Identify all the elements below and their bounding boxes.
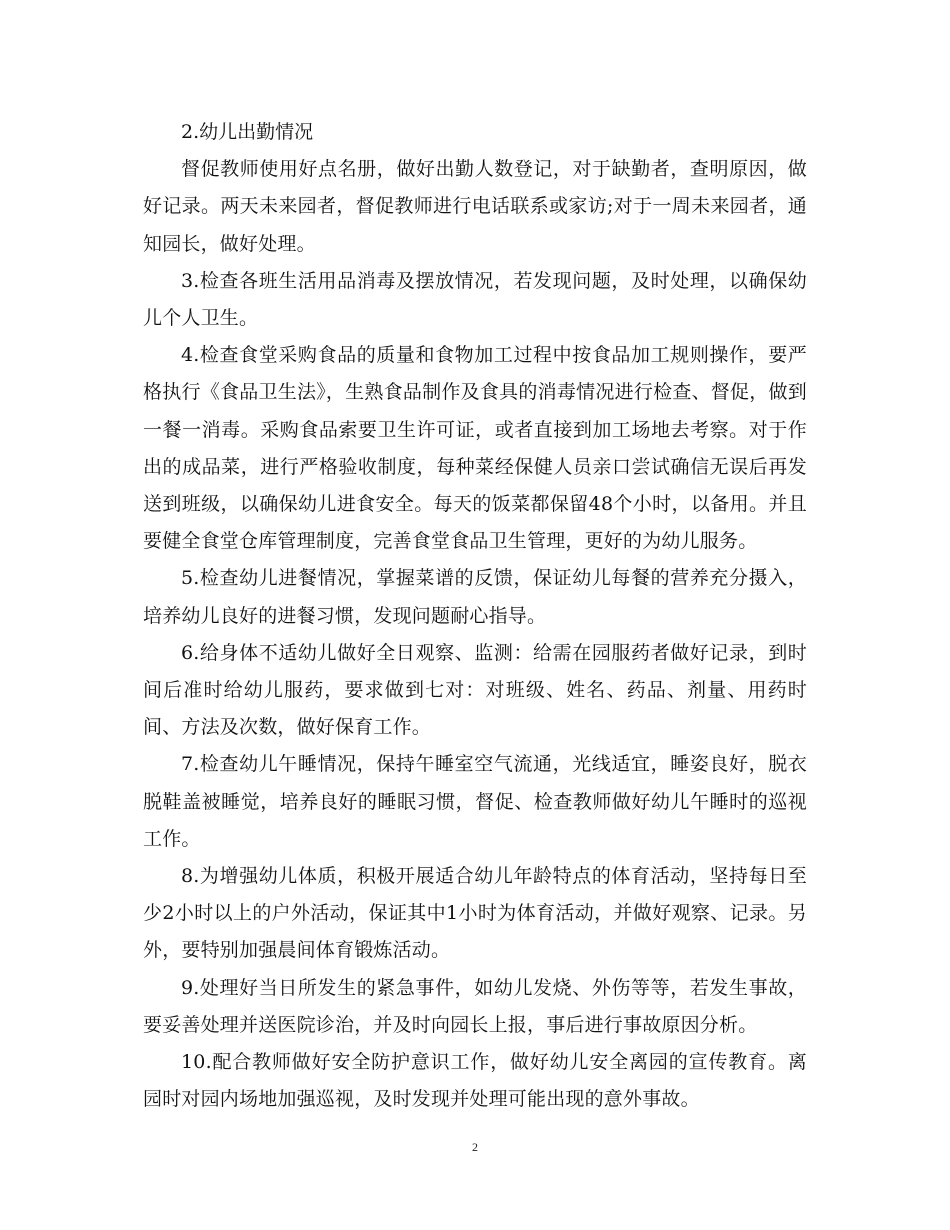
- paragraph-item-5: 5.检查幼儿进餐情况，掌握菜谱的反馈，保证幼儿每餐的营养充分摄入，培养幼儿良好的进餐习惯，发现问题耐心指导。: [143, 567, 807, 627]
- paragraph-item-8: 8.为增强幼儿体质，积极开展适合幼儿年龄特点的体育活动，坚持每日至少2小时以上的户外活动，保证其中1小时为体育活动，并做好观察、记录。另外，要特别加强晨间体育锻炼活动。: [143, 865, 807, 962]
- page-number: 2: [472, 1140, 478, 1154]
- paragraph-item-4: 4.检查食堂采购食品的质量和食物加工过程中按食品加工规则操作，要严格执行《食品卫生法》，生熟食品制作及食具的消毒情况进行检查、督促，做到一餐一消毒。采购食品索要卫生许可证，或者直接到加工场地去考察。对于作出的成品菜，进行严格验收制度，每种菜经保健人员亲口尝试确信无误后再发送到班级，以确保幼儿进食安全。每天的饭菜都保留48个小时，以备用。并且要健全食堂仓库管理制度，完善食堂食品卫生管理，更好的为幼儿服务。: [143, 344, 807, 553]
- paragraph-item-3: 3.检查各班生活用品消毒及摆放情况，若发现问题，及时处理，以确保幼儿个人卫生。: [143, 269, 807, 330]
- paragraph-item-7: 7.检查幼儿午睡情况，保持午睡室空气流通，光线适宜，睡姿良好，脱衣脱鞋盖被睡觉，培养良好的睡眠习惯，督促、检查教师做好幼儿午睡时的巡视工作。: [143, 753, 807, 850]
- paragraph-attendance: 督促教师使用好点名册，做好出勤人数登记，对于缺勤者，查明原因，做好记录。两天未来园者，督促教师进行电话联系或家访;对于一周未来园者，通知园长，做好处理。: [143, 158, 807, 255]
- section-heading: 2.幼儿出勤情况: [181, 121, 314, 143]
- paragraph-item-6: 6.给身体不适幼儿做好全日观察、监测：给需在园服药者做好记录，到时间后准时给幼儿服药，要求做到七对：对班级、姓名、药品、剂量、用药时间、方法及次数，做好保育工作。: [143, 641, 807, 739]
- paragraph-item-9: 9.处理好当日所发生的紧急事件，如幼儿发烧、外伤等等，若发生事故，要妥善处理并送医院诊治，并及时向园长上报，事后进行事故原因分析。: [143, 976, 807, 1036]
- document-body: [143, 114, 807, 1118]
- paragraph-item-10: 10.配合教师做好安全防护意识工作，做好幼儿安全离园的宣传教育。离园时对园内场地加强巡视，及时发现并处理可能出现的意外事故。: [143, 1051, 807, 1111]
